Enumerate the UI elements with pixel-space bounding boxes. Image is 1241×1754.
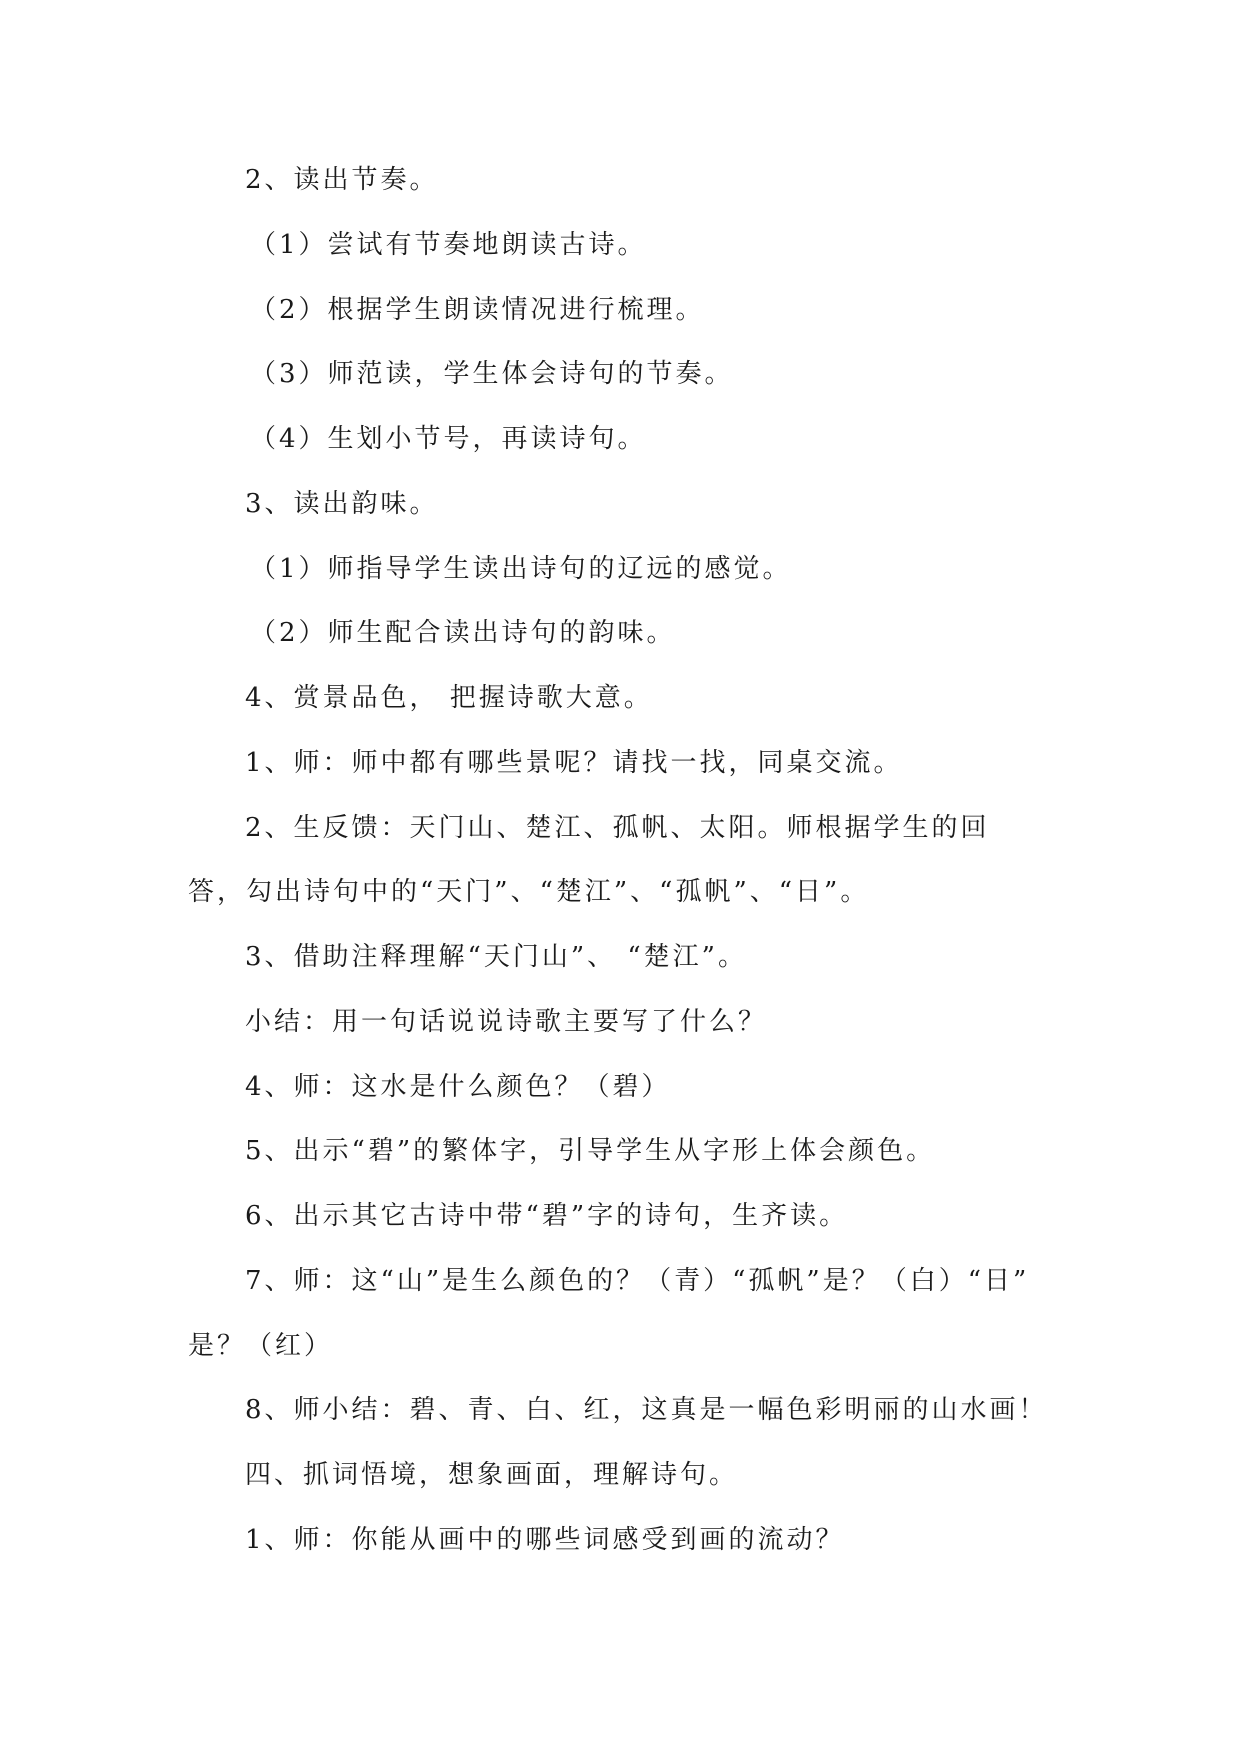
step-item: 4、师：这水是什么颜色？（碧） <box>245 1072 671 1102</box>
section-heading: 四、抓词悟境，想象画面，理解诗句。 <box>245 1460 739 1490</box>
step-read-flavor: 3、读出韵味。 <box>245 489 439 519</box>
step-item: 3、借助注释理解“天门山”、 “楚江”。 <box>245 942 747 972</box>
step-item: （2）师生配合读出诗句的韵味。 <box>250 618 676 648</box>
step-item: 5、出示“碧”的繁体字，引导学生从字形上体会颜色。 <box>245 1136 936 1166</box>
step-item: 7、师：这“山”是生么颜色的？（青）“孤帆”是？（白）“日” <box>245 1266 1030 1296</box>
step-item: 1、师：你能从画中的哪些词感受到画的流动？ <box>245 1525 845 1555</box>
summary-line: 小结：用一句话说说诗歌主要写了什么？ <box>245 1007 768 1037</box>
step-appreciate-scenery: 4、赏景品色， 把握诗歌大意。 <box>245 683 653 713</box>
step-item: （1）尝试有节奏地朗读古诗。 <box>250 230 647 260</box>
step-item: 2、生反馈：天门山、楚江、孤帆、太阳。师根据学生的回 <box>245 813 990 843</box>
step-item: （4）生划小节号，再读诗句。 <box>250 424 647 454</box>
step-item: 1、师：师中都有哪些景呢？请找一找，同桌交流。 <box>245 748 903 778</box>
step-item: （2）根据学生朗读情况进行梳理。 <box>250 295 705 325</box>
step-item: 8、师小结：碧、青、白、红，这真是一幅色彩明丽的山水画！ <box>245 1395 1048 1425</box>
step-item: 6、出示其它古诗中带“碧”字的诗句，生齐读。 <box>245 1201 849 1231</box>
step-item-continuation: 是？（红） <box>188 1331 334 1361</box>
step-item-continuation: 答，勾出诗句中的“天门”、“楚江”、“孤帆”、“日”。 <box>188 877 870 907</box>
step-item: （3）师范读，学生体会诗句的节奏。 <box>250 359 734 389</box>
step-read-rhythm: 2、读出节奏。 <box>245 165 439 195</box>
step-item: （1）师指导学生读出诗句的辽远的感觉。 <box>250 554 792 584</box>
